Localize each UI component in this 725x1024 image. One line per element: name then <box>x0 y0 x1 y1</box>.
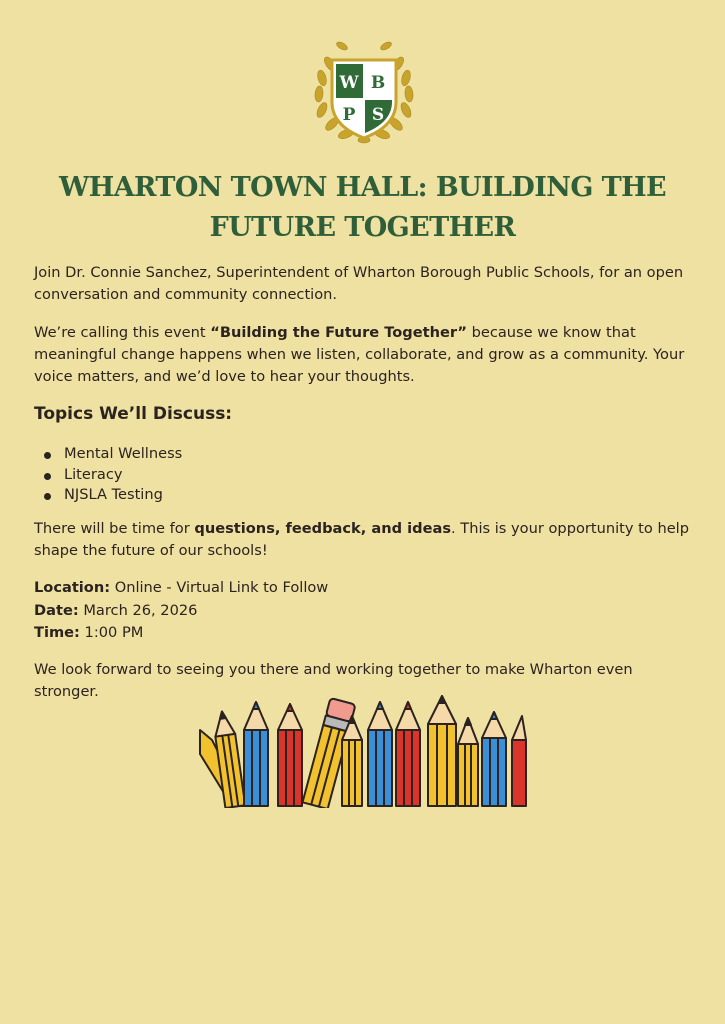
feedback-paragraph <box>34 518 694 562</box>
date-value: March 26, 2026 <box>78 601 198 619</box>
crest-letter-s: S <box>371 105 385 125</box>
time-line <box>34 622 328 645</box>
feedback-bold: questions, feedback, and ideas <box>194 520 452 537</box>
topic-item: NJSLA Testing <box>34 485 182 506</box>
time-label: Time: <box>34 624 80 642</box>
pencil-red-2 <box>396 702 420 806</box>
title-line-1: WHARTON TOWN HALL: BUILDING THE <box>59 172 666 203</box>
topic-item: Mental Wellness <box>34 444 182 465</box>
time-value: 1:00 PM <box>79 624 144 642</box>
page-title <box>40 168 685 248</box>
reason-suffix: because we know that meaningful change happens when we listen, collaborate, and grow as a community. Your voice matters, and we’d love to hear your thoughts. <box>34 324 685 385</box>
feedback-prefix: There will be time for <box>34 520 195 537</box>
feedback-suffix: . This is your opportunity to help shape the future of our schools! <box>34 520 689 559</box>
pencil-yellow-4 <box>458 718 478 806</box>
location-label: Location: <box>34 579 111 596</box>
reason-prefix: We’re calling this event <box>34 324 211 341</box>
date-line <box>34 600 328 623</box>
pencils-illustration <box>196 694 530 808</box>
event-name: “Building the Future Together” <box>210 324 467 341</box>
topics-list <box>34 444 182 506</box>
location-value: Online - Virtual Link to Follow <box>110 579 329 596</box>
location-line <box>34 577 328 600</box>
pencil-blue-1 <box>244 702 268 806</box>
pencil-yellow-3 <box>428 696 456 806</box>
school-crest-logo <box>308 34 420 148</box>
pencil-blue-3 <box>482 712 506 806</box>
crest-letter-b: B <box>370 73 386 93</box>
event-reason-paragraph <box>34 322 694 388</box>
intro-paragraph: Join Dr. Connie Sanchez, Superintendent of Wharton Borough Public Schools, for an open conversation and community connection. <box>34 264 684 303</box>
pencil-blue-2 <box>368 702 392 806</box>
event-details <box>34 577 328 645</box>
topic-item: Literacy <box>34 465 182 486</box>
pencil-red-1 <box>278 704 302 806</box>
crest-letter-p: P <box>342 105 356 125</box>
pencil-red-3 <box>512 716 526 806</box>
closing-paragraph: We look forward to seeing you there and working together to make Wharton even stronger. <box>34 661 633 700</box>
title-line-2: FUTURE TOGETHER <box>209 212 516 243</box>
crest-letter-w: W <box>339 73 359 93</box>
topics-heading: Topics We’ll Discuss: <box>34 404 233 424</box>
date-label: Date: <box>34 601 79 619</box>
